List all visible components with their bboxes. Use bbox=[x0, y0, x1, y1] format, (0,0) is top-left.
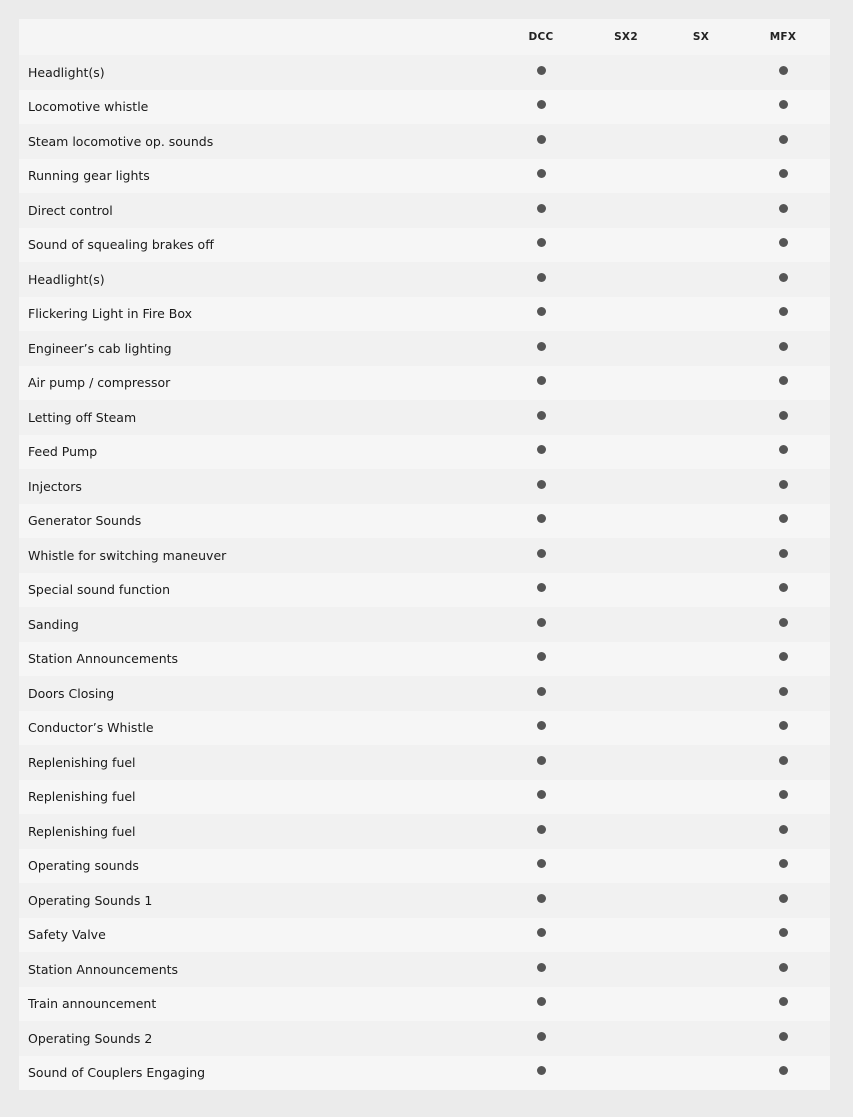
supported-dot-icon bbox=[779, 238, 788, 247]
cell-dcc bbox=[496, 124, 586, 159]
cell-sx2 bbox=[586, 883, 666, 918]
cell-mfx bbox=[736, 504, 830, 539]
function-label: Train announcement bbox=[19, 987, 496, 1022]
supported-dot-icon bbox=[779, 100, 788, 109]
supported-dot-icon bbox=[779, 411, 788, 420]
supported-dot-icon bbox=[537, 169, 546, 178]
cell-mfx bbox=[736, 331, 830, 366]
cell-dcc bbox=[496, 228, 586, 263]
function-label: Sound of Couplers Engaging bbox=[19, 1056, 496, 1091]
supported-dot-icon bbox=[537, 549, 546, 558]
function-label: Running gear lights bbox=[19, 159, 496, 194]
function-label: Steam locomotive op. sounds bbox=[19, 124, 496, 159]
cell-dcc bbox=[496, 55, 586, 90]
cell-dcc bbox=[496, 366, 586, 401]
table-header-row bbox=[19, 19, 830, 55]
function-label: Operating sounds bbox=[19, 849, 496, 884]
supported-dot-icon bbox=[779, 997, 788, 1006]
cell-dcc bbox=[496, 504, 586, 539]
cell-sx bbox=[666, 228, 736, 263]
table-row bbox=[19, 159, 830, 194]
cell-sx bbox=[666, 918, 736, 953]
table-row bbox=[19, 90, 830, 125]
table-row bbox=[19, 849, 830, 884]
function-table bbox=[19, 19, 830, 1090]
cell-sx bbox=[666, 55, 736, 90]
cell-sx2 bbox=[586, 745, 666, 780]
supported-dot-icon bbox=[779, 273, 788, 282]
cell-sx2 bbox=[586, 676, 666, 711]
supported-dot-icon bbox=[779, 652, 788, 661]
cell-mfx bbox=[736, 642, 830, 677]
cell-mfx bbox=[736, 711, 830, 746]
table-row bbox=[19, 297, 830, 332]
cell-sx bbox=[666, 538, 736, 573]
cell-mfx bbox=[736, 262, 830, 297]
supported-dot-icon bbox=[537, 480, 546, 489]
function-label: Engineer’s cab lighting bbox=[19, 331, 496, 366]
supported-dot-icon bbox=[537, 894, 546, 903]
supported-dot-icon bbox=[779, 825, 788, 834]
table-row bbox=[19, 504, 830, 539]
table-row bbox=[19, 780, 830, 815]
table-row bbox=[19, 228, 830, 263]
cell-sx bbox=[666, 780, 736, 815]
cell-sx bbox=[666, 262, 736, 297]
supported-dot-icon bbox=[537, 997, 546, 1006]
supported-dot-icon bbox=[537, 514, 546, 523]
supported-dot-icon bbox=[537, 135, 546, 144]
cell-dcc bbox=[496, 469, 586, 504]
table-row bbox=[19, 193, 830, 228]
cell-mfx bbox=[736, 607, 830, 642]
cell-dcc bbox=[496, 780, 586, 815]
cell-mfx bbox=[736, 814, 830, 849]
function-label: Replenishing fuel bbox=[19, 814, 496, 849]
supported-dot-icon bbox=[537, 928, 546, 937]
supported-dot-icon bbox=[779, 307, 788, 316]
function-label: Headlight(s) bbox=[19, 262, 496, 297]
cell-dcc bbox=[496, 849, 586, 884]
cell-mfx bbox=[736, 849, 830, 884]
table-row bbox=[19, 366, 830, 401]
cell-mfx bbox=[736, 1021, 830, 1056]
table-row bbox=[19, 642, 830, 677]
cell-sx bbox=[666, 642, 736, 677]
cell-sx2 bbox=[586, 124, 666, 159]
cell-sx2 bbox=[586, 1021, 666, 1056]
supported-dot-icon bbox=[779, 859, 788, 868]
function-label: Station Announcements bbox=[19, 952, 496, 987]
cell-mfx bbox=[736, 90, 830, 125]
table-row bbox=[19, 987, 830, 1022]
function-label: Doors Closing bbox=[19, 676, 496, 711]
cell-dcc bbox=[496, 642, 586, 677]
cell-mfx bbox=[736, 435, 830, 470]
table-row bbox=[19, 469, 830, 504]
table-row bbox=[19, 883, 830, 918]
table-row bbox=[19, 814, 830, 849]
supported-dot-icon bbox=[537, 721, 546, 730]
header-mfx: MFX bbox=[736, 19, 830, 55]
supported-dot-icon bbox=[779, 1032, 788, 1041]
supported-dot-icon bbox=[537, 342, 546, 351]
supported-dot-icon bbox=[779, 963, 788, 972]
supported-dot-icon bbox=[779, 342, 788, 351]
cell-mfx bbox=[736, 55, 830, 90]
cell-sx2 bbox=[586, 331, 666, 366]
table-row bbox=[19, 262, 830, 297]
table-row bbox=[19, 573, 830, 608]
table-row bbox=[19, 331, 830, 366]
header-sx: SX bbox=[666, 19, 736, 55]
supported-dot-icon bbox=[537, 445, 546, 454]
supported-dot-icon bbox=[779, 445, 788, 454]
function-label: Conductor’s Whistle bbox=[19, 711, 496, 746]
cell-sx bbox=[666, 849, 736, 884]
table-row bbox=[19, 435, 830, 470]
function-label: Generator Sounds bbox=[19, 504, 496, 539]
table-row bbox=[19, 1056, 830, 1091]
cell-dcc bbox=[496, 331, 586, 366]
cell-sx2 bbox=[586, 228, 666, 263]
cell-mfx bbox=[736, 297, 830, 332]
cell-sx bbox=[666, 366, 736, 401]
table-row bbox=[19, 918, 830, 953]
cell-dcc bbox=[496, 745, 586, 780]
cell-mfx bbox=[736, 469, 830, 504]
supported-dot-icon bbox=[537, 411, 546, 420]
supported-dot-icon bbox=[537, 1032, 546, 1041]
cell-dcc bbox=[496, 918, 586, 953]
cell-sx2 bbox=[586, 814, 666, 849]
cell-dcc bbox=[496, 607, 586, 642]
cell-sx2 bbox=[586, 297, 666, 332]
supported-dot-icon bbox=[537, 756, 546, 765]
supported-dot-icon bbox=[779, 480, 788, 489]
supported-dot-icon bbox=[537, 307, 546, 316]
function-label: Air pump / compressor bbox=[19, 366, 496, 401]
cell-sx bbox=[666, 469, 736, 504]
cell-sx2 bbox=[586, 849, 666, 884]
supported-dot-icon bbox=[537, 963, 546, 972]
cell-dcc bbox=[496, 538, 586, 573]
cell-sx bbox=[666, 400, 736, 435]
cell-sx bbox=[666, 193, 736, 228]
supported-dot-icon bbox=[779, 583, 788, 592]
supported-dot-icon bbox=[779, 618, 788, 627]
header-function bbox=[19, 19, 496, 55]
supported-dot-icon bbox=[779, 894, 788, 903]
table-row bbox=[19, 400, 830, 435]
function-label: Operating Sounds 2 bbox=[19, 1021, 496, 1056]
function-label: Direct control bbox=[19, 193, 496, 228]
supported-dot-icon bbox=[779, 135, 788, 144]
supported-dot-icon bbox=[779, 376, 788, 385]
function-label: Replenishing fuel bbox=[19, 780, 496, 815]
cell-mfx bbox=[736, 676, 830, 711]
supported-dot-icon bbox=[779, 721, 788, 730]
table-row bbox=[19, 1021, 830, 1056]
table-row bbox=[19, 607, 830, 642]
cell-sx bbox=[666, 1056, 736, 1091]
function-table-panel bbox=[19, 19, 830, 1090]
supported-dot-icon bbox=[537, 100, 546, 109]
cell-sx bbox=[666, 711, 736, 746]
supported-dot-icon bbox=[537, 583, 546, 592]
cell-sx2 bbox=[586, 159, 666, 194]
cell-sx bbox=[666, 1021, 736, 1056]
cell-dcc bbox=[496, 193, 586, 228]
supported-dot-icon bbox=[779, 687, 788, 696]
supported-dot-icon bbox=[779, 514, 788, 523]
table-row bbox=[19, 124, 830, 159]
cell-sx bbox=[666, 159, 736, 194]
supported-dot-icon bbox=[537, 618, 546, 627]
cell-sx2 bbox=[586, 400, 666, 435]
cell-mfx bbox=[736, 366, 830, 401]
function-label: Headlight(s) bbox=[19, 55, 496, 90]
function-label: Sanding bbox=[19, 607, 496, 642]
cell-sx bbox=[666, 435, 736, 470]
table-row bbox=[19, 711, 830, 746]
table-row bbox=[19, 55, 830, 90]
cell-dcc bbox=[496, 814, 586, 849]
supported-dot-icon bbox=[537, 790, 546, 799]
supported-dot-icon bbox=[537, 204, 546, 213]
function-label: Flickering Light in Fire Box bbox=[19, 297, 496, 332]
cell-sx bbox=[666, 573, 736, 608]
cell-sx bbox=[666, 952, 736, 987]
cell-sx2 bbox=[586, 711, 666, 746]
cell-dcc bbox=[496, 435, 586, 470]
supported-dot-icon bbox=[779, 928, 788, 937]
header-sx2: SX2 bbox=[586, 19, 666, 55]
cell-sx2 bbox=[586, 780, 666, 815]
cell-mfx bbox=[736, 228, 830, 263]
cell-sx2 bbox=[586, 504, 666, 539]
cell-sx2 bbox=[586, 193, 666, 228]
supported-dot-icon bbox=[779, 1066, 788, 1075]
table-row bbox=[19, 676, 830, 711]
cell-dcc bbox=[496, 159, 586, 194]
cell-mfx bbox=[736, 159, 830, 194]
cell-sx2 bbox=[586, 987, 666, 1022]
supported-dot-icon bbox=[779, 549, 788, 558]
function-label: Locomotive whistle bbox=[19, 90, 496, 125]
supported-dot-icon bbox=[537, 859, 546, 868]
supported-dot-icon bbox=[537, 273, 546, 282]
cell-mfx bbox=[736, 193, 830, 228]
cell-sx bbox=[666, 814, 736, 849]
cell-sx bbox=[666, 745, 736, 780]
cell-sx bbox=[666, 90, 736, 125]
cell-mfx bbox=[736, 573, 830, 608]
cell-mfx bbox=[736, 124, 830, 159]
table-body bbox=[19, 55, 830, 1090]
supported-dot-icon bbox=[537, 376, 546, 385]
cell-sx2 bbox=[586, 1056, 666, 1091]
cell-dcc bbox=[496, 90, 586, 125]
function-label: Special sound function bbox=[19, 573, 496, 608]
header-dcc: DCC bbox=[496, 19, 586, 55]
cell-dcc bbox=[496, 1021, 586, 1056]
supported-dot-icon bbox=[537, 825, 546, 834]
cell-mfx bbox=[736, 883, 830, 918]
supported-dot-icon bbox=[537, 238, 546, 247]
function-label: Replenishing fuel bbox=[19, 745, 496, 780]
cell-sx bbox=[666, 607, 736, 642]
supported-dot-icon bbox=[779, 169, 788, 178]
cell-dcc bbox=[496, 297, 586, 332]
cell-dcc bbox=[496, 711, 586, 746]
cell-sx bbox=[666, 331, 736, 366]
table-row bbox=[19, 952, 830, 987]
function-label: Injectors bbox=[19, 469, 496, 504]
function-label: Operating Sounds 1 bbox=[19, 883, 496, 918]
supported-dot-icon bbox=[779, 790, 788, 799]
cell-sx2 bbox=[586, 573, 666, 608]
supported-dot-icon bbox=[779, 66, 788, 75]
cell-mfx bbox=[736, 918, 830, 953]
supported-dot-icon bbox=[537, 1066, 546, 1075]
function-label: Station Announcements bbox=[19, 642, 496, 677]
function-label: Whistle for switching maneuver bbox=[19, 538, 496, 573]
function-label: Feed Pump bbox=[19, 435, 496, 470]
cell-mfx bbox=[736, 952, 830, 987]
cell-sx bbox=[666, 676, 736, 711]
cell-dcc bbox=[496, 952, 586, 987]
cell-sx2 bbox=[586, 538, 666, 573]
function-label: Safety Valve bbox=[19, 918, 496, 953]
cell-dcc bbox=[496, 400, 586, 435]
cell-mfx bbox=[736, 400, 830, 435]
cell-sx bbox=[666, 883, 736, 918]
cell-sx2 bbox=[586, 918, 666, 953]
supported-dot-icon bbox=[779, 756, 788, 765]
cell-sx bbox=[666, 504, 736, 539]
cell-sx2 bbox=[586, 90, 666, 125]
cell-sx2 bbox=[586, 607, 666, 642]
cell-sx2 bbox=[586, 262, 666, 297]
cell-mfx bbox=[736, 745, 830, 780]
cell-sx2 bbox=[586, 469, 666, 504]
table-row bbox=[19, 538, 830, 573]
cell-dcc bbox=[496, 676, 586, 711]
cell-sx2 bbox=[586, 55, 666, 90]
cell-sx2 bbox=[586, 642, 666, 677]
cell-sx2 bbox=[586, 435, 666, 470]
function-label: Letting off Steam bbox=[19, 400, 496, 435]
supported-dot-icon bbox=[779, 204, 788, 213]
cell-dcc bbox=[496, 262, 586, 297]
cell-sx2 bbox=[586, 366, 666, 401]
cell-sx bbox=[666, 124, 736, 159]
cell-dcc bbox=[496, 987, 586, 1022]
table-row bbox=[19, 745, 830, 780]
cell-dcc bbox=[496, 573, 586, 608]
supported-dot-icon bbox=[537, 652, 546, 661]
cell-dcc bbox=[496, 883, 586, 918]
cell-dcc bbox=[496, 1056, 586, 1091]
cell-sx bbox=[666, 987, 736, 1022]
cell-mfx bbox=[736, 1056, 830, 1091]
function-label: Sound of squealing brakes off bbox=[19, 228, 496, 263]
cell-mfx bbox=[736, 780, 830, 815]
cell-mfx bbox=[736, 538, 830, 573]
cell-sx bbox=[666, 297, 736, 332]
cell-mfx bbox=[736, 987, 830, 1022]
supported-dot-icon bbox=[537, 66, 546, 75]
cell-sx2 bbox=[586, 952, 666, 987]
supported-dot-icon bbox=[537, 687, 546, 696]
